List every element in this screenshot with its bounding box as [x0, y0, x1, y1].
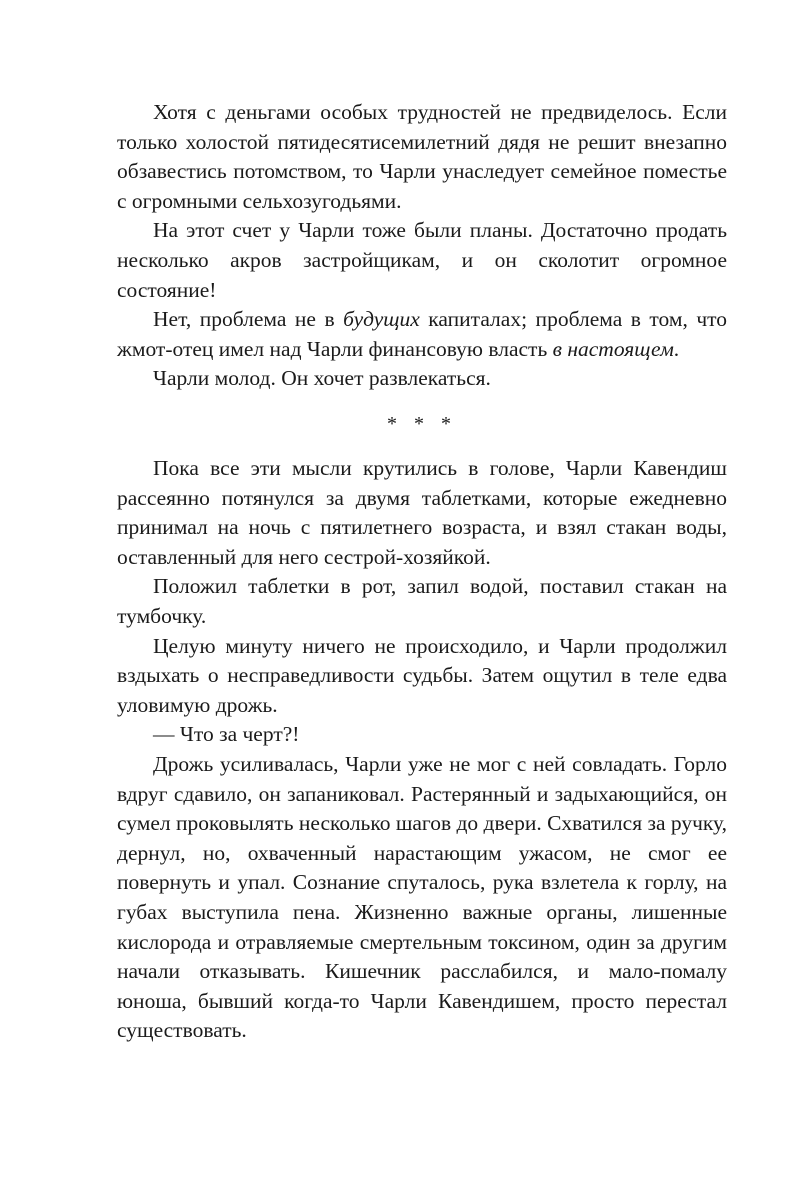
paragraph: Пока все эти мысли крутились в голове, Чарли Кавендиш рассеянно потянулся за двумя таблетками, которые ежедневно принимал на ночь с пятилетнего возраста, и взял стакан воды, оставленный для него сестрой-хозяйкой.	[117, 456, 727, 569]
paragraph: Целую минуту ничего не происходило, и Чарли продолжил вздыхать о несправедливости судьбы. Затем ощутил в теле едва уловимую дрожь.	[117, 633, 727, 717]
paragraph-text: .	[673, 336, 680, 361]
italic-text: будущих	[343, 307, 420, 332]
paragraph: Дрожь усиливалась, Чарли уже не мог с ней совладать. Горло вдруг сдавило, он запаниковал. Растерянный и задыхающийся, он сумел проковылять несколько шагов до двери. Схватился за ручку, дернул, но, охваченный нарастающим ужасом, не смог ее повернуть и упал. Сознание спуталось, рука взлетела к горлу, на губах выступила пена. Жизненно важные органы, лишенные кислорода и отравляемые смертельным токсином, один за другим начали отказывать. Кишечник расслабился, и мало-помалу юноша, бывший когда-то Чарли Кавендишем, просто перестал существовать.	[117, 751, 728, 1043]
paragraph	[117, 305, 727, 364]
paragraph-text: капиталах; проблема в том, что жмот-отец имел над Чарли финансовую власть	[117, 307, 727, 361]
section-separator: * * *	[387, 413, 457, 435]
paragraph: Положил таблетки в рот, запил водой, поставил стакан на тумбочку.	[117, 574, 727, 628]
dialogue-line: — Что за черт?!	[153, 722, 300, 747]
paragraph: На этот счет у Чарли тоже были планы. Достаточно продать несколько акров застройщикам, и он сколотит огромное состояние!	[117, 218, 727, 302]
paragraph: Хотя с деньгами особых трудностей не предвиделось. Если только холостой пятидесятисемилетний дядя не решит внезапно обзавестись потомством, то Чарли унаследует семейное поместье с огромными сельхозугодьями.	[117, 100, 727, 213]
paragraph: Чарли молод. Он хочет развлекаться.	[153, 366, 491, 391]
italic-text: в настоящем	[552, 336, 674, 361]
text-section-1	[117, 98, 727, 394]
paragraph-text: Нет, проблема не в	[153, 307, 344, 332]
text-section-2	[117, 454, 727, 1046]
